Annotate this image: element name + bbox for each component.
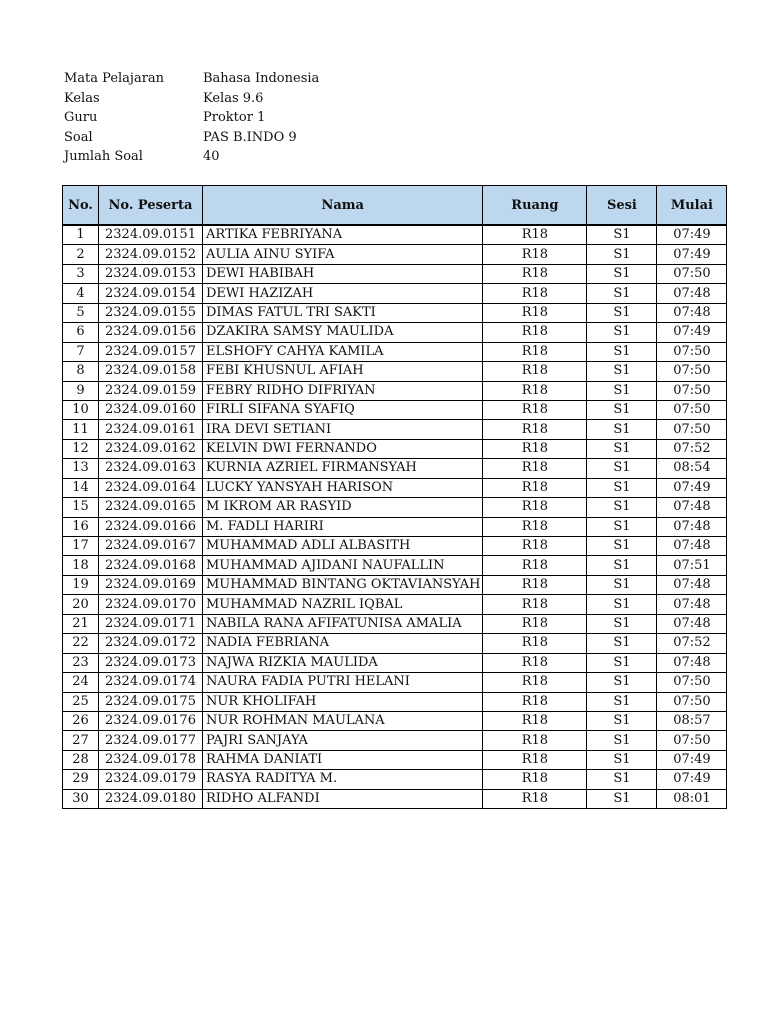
start-time-cell: 07:50 bbox=[657, 342, 727, 361]
participant-number-cell: 2324.09.0160 bbox=[99, 400, 203, 419]
participant-number-cell: 2324.09.0163 bbox=[99, 459, 203, 478]
row-number-cell: 14 bbox=[63, 478, 99, 497]
participant-name-cell: MUHAMMAD BINTANG OKTAVIANSYAH bbox=[203, 575, 483, 594]
participant-number-cell: 2324.09.0174 bbox=[99, 673, 203, 692]
participant-number-cell: 2324.09.0177 bbox=[99, 731, 203, 750]
participant-name-cell: FEBI KHUSNUL AFIAH bbox=[203, 362, 483, 381]
room-cell: R18 bbox=[483, 400, 587, 419]
table-row bbox=[63, 284, 727, 303]
participant-name-cell: LUCKY YANSYAH HARISON bbox=[203, 478, 483, 497]
participant-name-cell: NAJWA RIZKIA MAULIDA bbox=[203, 653, 483, 672]
start-time-cell: 07:49 bbox=[657, 323, 727, 342]
start-time-cell: 07:48 bbox=[657, 284, 727, 303]
participant-number-cell: 2324.09.0178 bbox=[99, 750, 203, 769]
table-row bbox=[63, 575, 727, 594]
row-number-cell: 24 bbox=[63, 673, 99, 692]
session-cell: S1 bbox=[587, 381, 657, 400]
participant-number-cell: 2324.09.0165 bbox=[99, 498, 203, 517]
row-number-cell: 5 bbox=[63, 303, 99, 322]
start-time-cell: 07:48 bbox=[657, 595, 727, 614]
row-number-cell: 1 bbox=[63, 225, 99, 245]
session-cell: S1 bbox=[587, 439, 657, 458]
info-value: Proktor 1 bbox=[203, 110, 266, 125]
participant-number-cell: 2324.09.0154 bbox=[99, 284, 203, 303]
row-number-cell: 27 bbox=[63, 731, 99, 750]
session-cell: S1 bbox=[587, 498, 657, 517]
participant-name-cell: MUHAMMAD AJIDANI NAUFALLIN bbox=[203, 556, 483, 575]
column-header-session: Sesi bbox=[587, 186, 657, 226]
participant-number-cell: 2324.09.0153 bbox=[99, 264, 203, 283]
row-number-cell: 21 bbox=[63, 614, 99, 633]
info-label: Soal bbox=[64, 129, 93, 145]
start-time-cell: 07:50 bbox=[657, 692, 727, 711]
session-cell: S1 bbox=[587, 478, 657, 497]
info-label: Guru bbox=[64, 110, 98, 125]
room-cell: R18 bbox=[483, 595, 587, 614]
start-time-cell: 07:48 bbox=[657, 653, 727, 672]
room-cell: R18 bbox=[483, 323, 587, 342]
participant-number-cell: 2324.09.0152 bbox=[99, 245, 203, 264]
start-time-cell: 07:50 bbox=[657, 420, 727, 439]
session-cell: S1 bbox=[587, 400, 657, 419]
exam-info bbox=[64, 69, 319, 167]
participant-number-cell: 2324.09.0157 bbox=[99, 342, 203, 361]
session-cell: S1 bbox=[587, 770, 657, 789]
participant-name-cell: RIDHO ALFANDI bbox=[203, 789, 483, 808]
room-cell: R18 bbox=[483, 362, 587, 381]
participant-name-cell: FIRLI SIFANA SYAFIQ bbox=[203, 400, 483, 419]
participant-name-cell: NUR KHOLIFAH bbox=[203, 692, 483, 711]
column-header-room: Ruang bbox=[483, 186, 587, 226]
row-number-cell: 8 bbox=[63, 362, 99, 381]
table-row bbox=[63, 692, 727, 711]
start-time-cell: 07:48 bbox=[657, 537, 727, 556]
info-row-question-count bbox=[64, 147, 319, 167]
table-row bbox=[63, 245, 727, 264]
room-cell: R18 bbox=[483, 245, 587, 264]
start-time-cell: 07:49 bbox=[657, 478, 727, 497]
column-header-no: No. bbox=[63, 186, 99, 226]
participant-number-cell: 2324.09.0169 bbox=[99, 575, 203, 594]
room-cell: R18 bbox=[483, 789, 587, 808]
start-time-cell: 07:50 bbox=[657, 673, 727, 692]
participant-number-cell: 2324.09.0172 bbox=[99, 634, 203, 653]
info-row-teacher bbox=[64, 108, 319, 128]
room-cell: R18 bbox=[483, 673, 587, 692]
session-cell: S1 bbox=[587, 789, 657, 808]
row-number-cell: 16 bbox=[63, 517, 99, 536]
table-row bbox=[63, 459, 727, 478]
info-label: Jumlah Soal bbox=[64, 149, 143, 164]
table-row bbox=[63, 634, 727, 653]
room-cell: R18 bbox=[483, 556, 587, 575]
room-cell: R18 bbox=[483, 731, 587, 750]
start-time-cell: 07:48 bbox=[657, 517, 727, 536]
row-number-cell: 9 bbox=[63, 381, 99, 400]
table-row bbox=[63, 478, 727, 497]
session-cell: S1 bbox=[587, 517, 657, 536]
session-cell: S1 bbox=[587, 362, 657, 381]
room-cell: R18 bbox=[483, 537, 587, 556]
row-number-cell: 30 bbox=[63, 789, 99, 808]
participant-name-cell: FEBRY RIDHO DIFRIYAN bbox=[203, 381, 483, 400]
row-number-cell: 2 bbox=[63, 245, 99, 264]
participant-name-cell: AULIA AINU SYIFA bbox=[203, 245, 483, 264]
table-row bbox=[63, 264, 727, 283]
table-row bbox=[63, 595, 727, 614]
room-cell: R18 bbox=[483, 770, 587, 789]
room-cell: R18 bbox=[483, 342, 587, 361]
participant-name-cell: DEWI HAZIZAH bbox=[203, 284, 483, 303]
session-cell: S1 bbox=[587, 614, 657, 633]
table-row bbox=[63, 750, 727, 769]
table-row bbox=[63, 731, 727, 750]
room-cell: R18 bbox=[483, 575, 587, 594]
row-number-cell: 15 bbox=[63, 498, 99, 517]
table-row bbox=[63, 517, 727, 536]
row-number-cell: 3 bbox=[63, 264, 99, 283]
participant-number-cell: 2324.09.0164 bbox=[99, 478, 203, 497]
table-row bbox=[63, 439, 727, 458]
table-row bbox=[63, 711, 727, 730]
info-label: Mata Pelajaran bbox=[64, 71, 165, 86]
row-number-cell: 29 bbox=[63, 770, 99, 789]
table-row bbox=[63, 342, 727, 361]
session-cell: S1 bbox=[587, 264, 657, 283]
session-cell: S1 bbox=[587, 731, 657, 750]
row-number-cell: 10 bbox=[63, 400, 99, 419]
participant-name-cell: NUR ROHMAN MAULANA bbox=[203, 711, 483, 730]
participant-name-cell: ELSHOFY CAHYA KAMILA bbox=[203, 342, 483, 361]
session-cell: S1 bbox=[587, 225, 657, 245]
session-cell: S1 bbox=[587, 342, 657, 361]
participant-name-cell: MUHAMMAD ADLI ALBASITH bbox=[203, 537, 483, 556]
room-cell: R18 bbox=[483, 692, 587, 711]
start-time-cell: 08:01 bbox=[657, 789, 727, 808]
start-time-cell: 07:50 bbox=[657, 400, 727, 419]
row-number-cell: 23 bbox=[63, 653, 99, 672]
room-cell: R18 bbox=[483, 498, 587, 517]
participant-name-cell: KELVIN DWI FERNANDO bbox=[203, 439, 483, 458]
start-time-cell: 07:52 bbox=[657, 634, 727, 653]
participant-name-cell: M IKROM AR RASYID bbox=[203, 498, 483, 517]
start-time-cell: 07:49 bbox=[657, 750, 727, 769]
participant-number-cell: 2324.09.0155 bbox=[99, 303, 203, 322]
session-cell: S1 bbox=[587, 556, 657, 575]
participant-number-cell: 2324.09.0170 bbox=[99, 595, 203, 614]
participant-number-cell: 2324.09.0176 bbox=[99, 711, 203, 730]
participant-name-cell: DIMAS FATUL TRI SAKTI bbox=[203, 303, 483, 322]
participant-name-cell: NABILA RANA AFIFATUNISA AMALIA bbox=[203, 614, 483, 633]
session-cell: S1 bbox=[587, 653, 657, 672]
participant-number-cell: 2324.09.0159 bbox=[99, 381, 203, 400]
participant-number-cell: 2324.09.0151 bbox=[99, 225, 203, 245]
row-number-cell: 17 bbox=[63, 537, 99, 556]
table-row bbox=[63, 556, 727, 575]
table-row bbox=[63, 653, 727, 672]
session-cell: S1 bbox=[587, 750, 657, 769]
room-cell: R18 bbox=[483, 750, 587, 769]
info-row-class bbox=[64, 89, 319, 109]
room-cell: R18 bbox=[483, 634, 587, 653]
room-cell: R18 bbox=[483, 439, 587, 458]
row-number-cell: 11 bbox=[63, 420, 99, 439]
participant-number-cell: 2324.09.0171 bbox=[99, 614, 203, 633]
session-cell: S1 bbox=[587, 323, 657, 342]
participant-name-cell: NAURA FADIA PUTRI HELANI bbox=[203, 673, 483, 692]
participant-number-cell: 2324.09.0173 bbox=[99, 653, 203, 672]
table-row bbox=[63, 420, 727, 439]
session-cell: S1 bbox=[587, 420, 657, 439]
participant-name-cell: RASYA RADITYA M. bbox=[203, 770, 483, 789]
participant-name-cell: DZAKIRA SAMSY MAULIDA bbox=[203, 323, 483, 342]
session-cell: S1 bbox=[587, 595, 657, 614]
table-body bbox=[63, 225, 727, 809]
session-cell: S1 bbox=[587, 245, 657, 264]
session-cell: S1 bbox=[587, 692, 657, 711]
participant-number-cell: 2324.09.0180 bbox=[99, 789, 203, 808]
table-row bbox=[63, 770, 727, 789]
room-cell: R18 bbox=[483, 711, 587, 730]
session-cell: S1 bbox=[587, 673, 657, 692]
session-cell: S1 bbox=[587, 711, 657, 730]
start-time-cell: 07:50 bbox=[657, 731, 727, 750]
row-number-cell: 22 bbox=[63, 634, 99, 653]
info-row-question-set bbox=[64, 128, 319, 148]
participant-name-cell: PAJRI SANJAYA bbox=[203, 731, 483, 750]
start-time-cell: 07:51 bbox=[657, 556, 727, 575]
column-header-start-time: Mulai bbox=[657, 186, 727, 226]
session-cell: S1 bbox=[587, 634, 657, 653]
start-time-cell: 08:54 bbox=[657, 459, 727, 478]
start-time-cell: 08:57 bbox=[657, 711, 727, 730]
info-value: 40 bbox=[203, 149, 220, 164]
row-number-cell: 12 bbox=[63, 439, 99, 458]
room-cell: R18 bbox=[483, 614, 587, 633]
participant-name-cell: RAHMA DANIATI bbox=[203, 750, 483, 769]
table-header-row bbox=[63, 186, 727, 226]
participant-name-cell: DEWI HABIBAH bbox=[203, 264, 483, 283]
row-number-cell: 4 bbox=[63, 284, 99, 303]
info-row-subject bbox=[64, 69, 319, 89]
start-time-cell: 07:49 bbox=[657, 770, 727, 789]
room-cell: R18 bbox=[483, 420, 587, 439]
start-time-cell: 07:48 bbox=[657, 575, 727, 594]
start-time-cell: 07:48 bbox=[657, 614, 727, 633]
participant-number-cell: 2324.09.0161 bbox=[99, 420, 203, 439]
start-time-cell: 07:50 bbox=[657, 362, 727, 381]
participant-number-cell: 2324.09.0158 bbox=[99, 362, 203, 381]
table-row bbox=[63, 225, 727, 245]
row-number-cell: 28 bbox=[63, 750, 99, 769]
room-cell: R18 bbox=[483, 517, 587, 536]
start-time-cell: 07:50 bbox=[657, 264, 727, 283]
row-number-cell: 18 bbox=[63, 556, 99, 575]
start-time-cell: 07:49 bbox=[657, 225, 727, 245]
info-value: Bahasa Indonesia bbox=[203, 71, 320, 86]
room-cell: R18 bbox=[483, 478, 587, 497]
room-cell: R18 bbox=[483, 653, 587, 672]
table-row bbox=[63, 303, 727, 322]
participant-name-cell: MUHAMMAD NAZRIL IQBAL bbox=[203, 595, 483, 614]
room-cell: R18 bbox=[483, 264, 587, 283]
row-number-cell: 25 bbox=[63, 692, 99, 711]
participant-table bbox=[62, 185, 727, 809]
participant-name-cell: ARTIKA FEBRIYANA bbox=[203, 225, 483, 245]
start-time-cell: 07:49 bbox=[657, 245, 727, 264]
session-cell: S1 bbox=[587, 459, 657, 478]
start-time-cell: 07:52 bbox=[657, 439, 727, 458]
start-time-cell: 07:48 bbox=[657, 303, 727, 322]
session-cell: S1 bbox=[587, 284, 657, 303]
row-number-cell: 7 bbox=[63, 342, 99, 361]
row-number-cell: 19 bbox=[63, 575, 99, 594]
table-row bbox=[63, 381, 727, 400]
participant-number-cell: 2324.09.0168 bbox=[99, 556, 203, 575]
table-row bbox=[63, 614, 727, 633]
participant-name-cell: NADIA FEBRIANA bbox=[203, 634, 483, 653]
table-row bbox=[63, 323, 727, 342]
participant-number-cell: 2324.09.0179 bbox=[99, 770, 203, 789]
participant-name-cell: IRA DEVI SETIANI bbox=[203, 420, 483, 439]
room-cell: R18 bbox=[483, 284, 587, 303]
row-number-cell: 6 bbox=[63, 323, 99, 342]
info-value: PAS B.INDO 9 bbox=[203, 129, 297, 145]
participant-number-cell: 2324.09.0175 bbox=[99, 692, 203, 711]
row-number-cell: 20 bbox=[63, 595, 99, 614]
room-cell: R18 bbox=[483, 303, 587, 322]
room-cell: R18 bbox=[483, 225, 587, 245]
table-row bbox=[63, 362, 727, 381]
room-cell: R18 bbox=[483, 381, 587, 400]
info-label: Kelas bbox=[64, 90, 100, 106]
table-row bbox=[63, 498, 727, 517]
participant-number-cell: 2324.09.0156 bbox=[99, 323, 203, 342]
session-cell: S1 bbox=[587, 303, 657, 322]
table-row bbox=[63, 673, 727, 692]
start-time-cell: 07:50 bbox=[657, 381, 727, 400]
session-cell: S1 bbox=[587, 575, 657, 594]
session-cell: S1 bbox=[587, 537, 657, 556]
participant-name-cell: M. FADLI HARIRI bbox=[203, 517, 483, 536]
row-number-cell: 26 bbox=[63, 711, 99, 730]
participant-number-cell: 2324.09.0167 bbox=[99, 537, 203, 556]
column-header-participant-number: No. Peserta bbox=[99, 186, 203, 226]
row-number-cell: 13 bbox=[63, 459, 99, 478]
participant-number-cell: 2324.09.0162 bbox=[99, 439, 203, 458]
start-time-cell: 07:48 bbox=[657, 498, 727, 517]
table-row bbox=[63, 789, 727, 808]
participant-name-cell: KURNIA AZRIEL FIRMANSYAH bbox=[203, 459, 483, 478]
info-value: Kelas 9.6 bbox=[203, 90, 264, 106]
participant-number-cell: 2324.09.0166 bbox=[99, 517, 203, 536]
table-row bbox=[63, 537, 727, 556]
column-header-name: Nama bbox=[203, 186, 483, 226]
table-row bbox=[63, 400, 727, 419]
room-cell: R18 bbox=[483, 459, 587, 478]
